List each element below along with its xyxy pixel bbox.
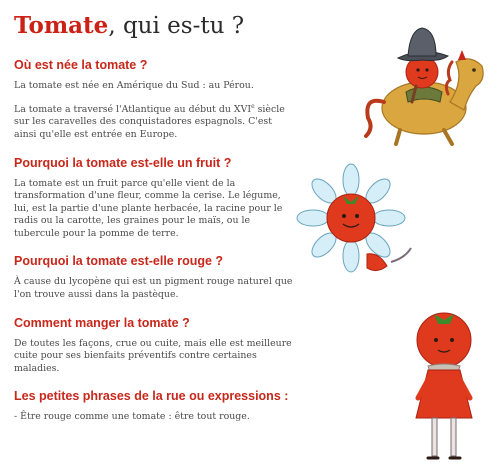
tomato-eye	[450, 338, 454, 342]
tomato-girl-illustration	[398, 306, 490, 462]
section-heading: Pourquoi la tomate est-elle un fruit ?	[14, 155, 232, 170]
section-heading: Où est née la tomate ?	[14, 58, 148, 72]
section-heading: Pourquoi la tomate est-elle rouge ?	[14, 254, 224, 269]
section-paragraph: La tomate est née en Amérique du Sud : au Pérou.	[14, 80, 254, 91]
section-paragraph: La tomate est un fruit parce qu'elle vient de la transformation d'une fleur, comme la cerise. Le légume, lui, est la partie d'une plante herbacée, la racine pour le radis ou la carotte, les graines pour le maïs, ou le tubercule pour la pomme de terre.	[14, 177, 283, 239]
section-paragraph: À cause du lycopène qui est un pigment rouge naturel que l'on trouve aussi dans la pastèque.	[14, 276, 293, 301]
rider-eye	[416, 68, 419, 71]
horse-leg	[396, 130, 400, 144]
red-dress	[416, 370, 472, 418]
tomato-leg	[451, 418, 456, 456]
title-rest: , qui es-tu ?	[108, 13, 245, 39]
section-fruit	[14, 156, 294, 241]
section-heading: Comment manger la tomate ?	[14, 315, 190, 330]
section-paragraph: - Être rouge comme une tomate : être tout rouge.	[14, 411, 250, 423]
horse-head	[450, 59, 483, 110]
horse-leg	[444, 130, 452, 144]
tomato-leg	[432, 418, 437, 456]
horse-tail	[366, 101, 384, 136]
section-expressions	[14, 389, 294, 424]
section-heading: Les petites phrases de la rue ou expressions :	[14, 389, 289, 404]
tomato-face	[327, 194, 375, 242]
tomato-eye	[434, 338, 438, 342]
article-body	[14, 58, 294, 432]
daisy-tomato-illustration	[295, 162, 420, 287]
section-paragraph: De toutes les façons, crue ou cuite, mais elle est meilleure cuite pour ses bienfaits préventifs contre certaines maladies.	[14, 337, 292, 374]
horse-eye	[472, 68, 476, 72]
section-origin	[14, 58, 294, 142]
section-eating	[14, 316, 294, 376]
title-brand: Tomate	[14, 12, 109, 39]
tomato-eye	[355, 214, 359, 218]
section-red	[14, 254, 294, 301]
hat-crown	[408, 28, 436, 56]
cowboy-tomato-illustration	[352, 10, 492, 150]
tomato-leg	[391, 248, 411, 262]
century-superscript: e	[251, 102, 255, 110]
rider-eye	[425, 68, 428, 71]
page-title	[14, 12, 244, 39]
tomato-eye	[342, 214, 346, 218]
horse-ear	[458, 50, 466, 60]
section-paragraph: La tomate a traversé l'Atlantique au début du XVIe siècle sur les caravelles des conquistadores espagnols. C'est ainsi qu'elle est entrée en Europe.	[14, 102, 285, 140]
